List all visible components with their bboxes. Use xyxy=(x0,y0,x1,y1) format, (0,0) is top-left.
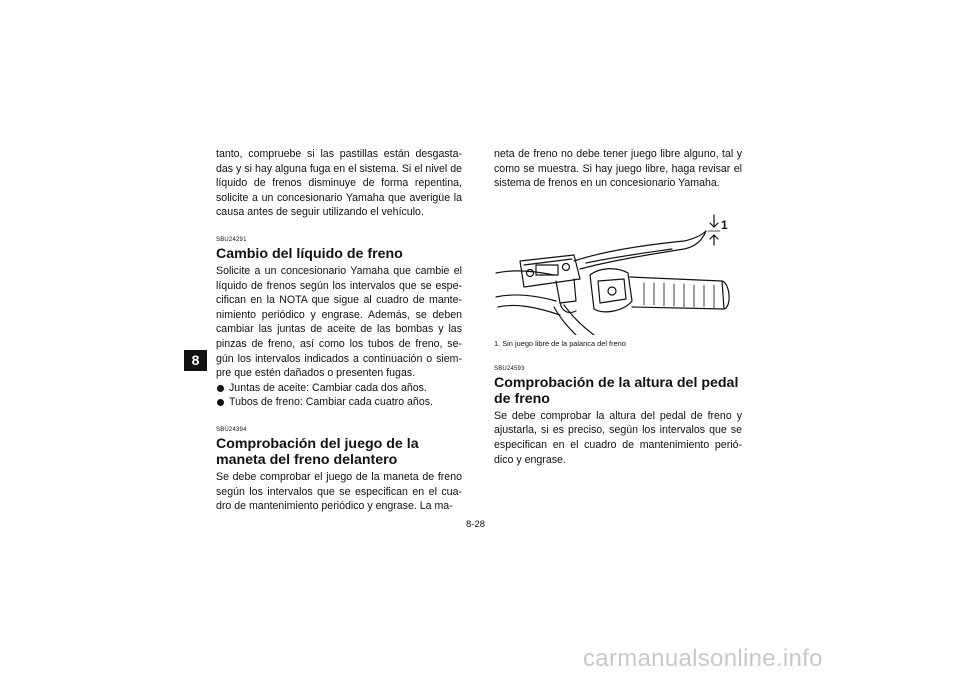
continuation-paragraph: neta de freno no debe tener juego libre alguno, tal y como se muestra. Si hay juego libre, haga revisar el sistema de frenos en un concesionario Yamaha. xyxy=(494,148,742,190)
section-code: SBU24394 xyxy=(216,426,247,433)
chapter-tab: 8 xyxy=(184,350,207,371)
section-title-brake-pedal-height: Comprobación de la altura del pedal de freno xyxy=(494,374,739,407)
intro-paragraph: tanto, compruebe si las pastillas están desgasta-das y si hay alguna fuga en el sistema. Si el nivel de líquido de frenos disminuye de forma repentina, solicite a un concesionario Yamaha que averigüe la causa antes de seguir utilizando el vehículo. xyxy=(216,148,462,219)
bullet-item: Juntas de aceite: Cambiar cada dos años. xyxy=(216,381,462,396)
watermark: carmanualsonline.info xyxy=(583,645,823,672)
page-number: 8-28 xyxy=(466,519,486,530)
section-code: SBU24593 xyxy=(494,365,525,372)
left-column xyxy=(216,147,462,514)
section-title-brake-lever-play: Comprobación del juego de la maneta del freno delantero xyxy=(216,435,419,468)
section-body-brake-lever-play: Se debe comprobar el juego de la maneta de freno según los intervalos que se especifican en el cua-dro de mantenimiento periódico y engrase. La ma- xyxy=(216,470,462,513)
section-title-brake-fluid-change: Cambio del líquido de freno xyxy=(216,245,403,262)
section-body-brake-fluid-change: Solicite a un concesionario Yamaha que cambie el líquido de frenos según los intervalos que se espe-cifican en la NOTA que sigue al cuadro de mante-nimiento periódico y engrase. Además, se deben cambiar las juntas de aceite de las bombas y las pinzas de freno, así como los tubos de freno, se-gún los intervalos indicados a continuación o siem-pre que estén dañados o presenten fugas. xyxy=(216,264,462,380)
bullet-list xyxy=(216,381,462,410)
right-column xyxy=(494,147,742,467)
section-code: SBU24291 xyxy=(216,236,247,243)
brake-lever-drawing xyxy=(494,211,742,335)
brake-lever-illustration xyxy=(494,211,742,335)
bullet-item: Tubos de freno: Cambiar cada cuatro años. xyxy=(216,395,462,410)
figure-caption: 1. Sin juego libre de la palanca del freno xyxy=(494,338,626,348)
figure-callout-number: 1 xyxy=(721,217,728,232)
section-body-brake-pedal-height: Se debe comprobar la altura del pedal de freno y ajustarla, si es preciso, según los intervalos que se especifican en el cuadro de mantenimiento perió-dico y engrase. xyxy=(494,409,742,466)
